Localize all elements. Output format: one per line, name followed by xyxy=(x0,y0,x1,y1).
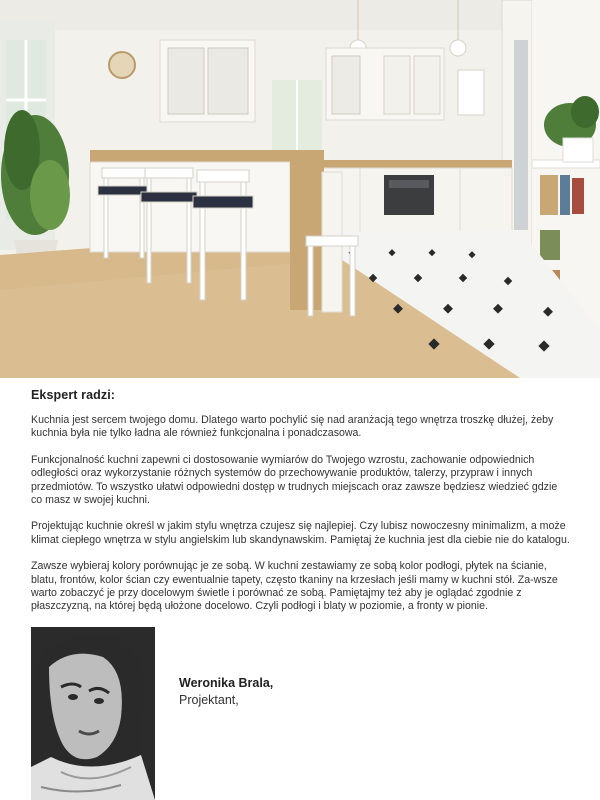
author-portrait-icon xyxy=(31,627,155,800)
article-paragraph-2: Funkcjonalność kuchni zapewni ci dostosowanie wymiarów do Twojego wzrostu, zachowanie odpowiednich odległości oraz wykorzystanie różnych systemów do przechowywanie produktów, talerzy, przypraw i innych przedmiotów. To wszystko ułatwi odpowiedni dostęp w trudnych miejscach oraz zawsze będziesz wiedzieć gdzie co masz w swojej kuchni. xyxy=(31,453,558,507)
kitchen-photo xyxy=(0,0,600,378)
author-name: Weronika Brala, xyxy=(179,676,274,690)
article-paragraph-1: Kuchnia jest sercem twojego domu. Dlatego warto pochylić się nad aranżacją tego wnętrza troszkę dłużej, żeby kuchnia była nie tylko ładna ale również funkcjonalna i ponadczasowa. xyxy=(31,414,554,440)
author-role: Projektant, xyxy=(179,693,239,707)
article xyxy=(31,388,571,627)
kitchen-photo-icon xyxy=(0,0,600,378)
article-heading: Ekspert radzi: xyxy=(31,388,116,402)
article-paragraph-3: Projektując kuchnie określ w jakim stylu wnętrza czujesz się najlepiej. Czy lubisz nowoczesny minimalizm, a może klimat ciepłego wnętrza w stylu angielskim lub skandynawskim. Pamiętaj że kuchnia jest dla ciebie nie do katalogu. xyxy=(31,520,570,546)
article-paragraph-4: Zawsze wybieraj kolory porównując je ze sobą. W kuchni zestawiamy ze sobą kolor podłogi, płytek na ścianie, blatu, frontów, kolor ścian czy ewentualnie tapety, często tkaniny na krzesłach jeśli mamy w kuchni stół. Za-wsze warto zobaczyć je przy docelowym świetle i porównać ze sobą. Pamiętajmy też aby je oglądać zgodnie z płaszczyzną, na której będą ułożone docelowo. Czyli podłogi i blaty w poziomie, a fronty w pionie. xyxy=(31,560,558,613)
author-photo xyxy=(31,627,155,800)
